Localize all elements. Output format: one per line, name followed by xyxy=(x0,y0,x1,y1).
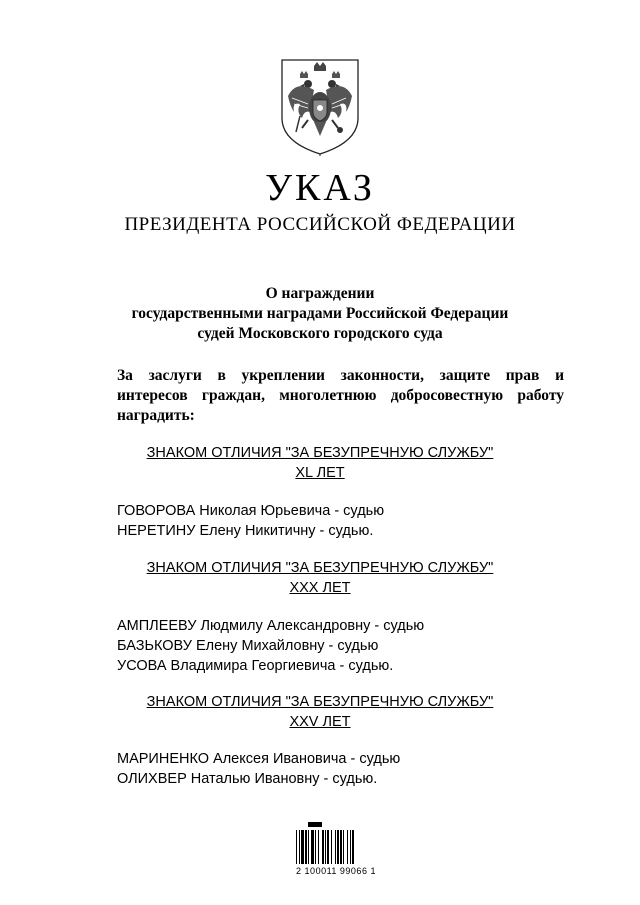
title-line: О награждении xyxy=(265,285,375,302)
recipient-list xyxy=(117,616,577,676)
award-heading xyxy=(0,692,640,732)
award-name: ЗНАКОМ ОТЛИЧИЯ "ЗА БЕЗУПРЕЧНУЮ СЛУЖБУ" xyxy=(146,694,494,710)
issuer-heading: ПРЕЗИДЕНТА РОССИЙСКОЙ ФЕДЕРАЦИИ xyxy=(124,214,516,235)
preamble-line: наградить: xyxy=(117,407,195,424)
recipient: АМПЛЕЕВУ Людмилу Александровну - судью xyxy=(117,618,425,634)
award-name: ЗНАКОМ ОТЛИЧИЯ "ЗА БЕЗУПРЕЧНУЮ СЛУЖБУ" xyxy=(146,445,494,461)
award-years: XL ЛЕТ xyxy=(295,465,345,481)
award-name: ЗНАКОМ ОТЛИЧИЯ "ЗА БЕЗУПРЕЧНУЮ СЛУЖБУ" xyxy=(146,560,494,576)
recipient-list xyxy=(117,501,577,541)
recipient: ОЛИХВЕР Наталью Ивановну - судью. xyxy=(117,771,378,787)
recipient: НЕРЕТИНУ Елену Никитичну - судью. xyxy=(117,523,374,539)
title-line: судей Московского городского суда xyxy=(197,325,443,342)
barcode-number: 2 100011 99066 1 xyxy=(296,866,376,876)
recipient-list xyxy=(117,749,577,789)
preamble-line: интересов граждан, многолетнюю добросовестную работу xyxy=(117,387,564,404)
recipient: ГОВОРОВА Николая Юрьевича - судью xyxy=(117,503,385,519)
recipient: УСОВА Владимира Георгиевича - судью. xyxy=(117,658,394,674)
preamble-line: За заслуги в укреплении законности, защите прав и xyxy=(117,367,564,384)
document-type-heading: УКАЗ xyxy=(265,167,375,209)
award-years: XXX ЛЕТ xyxy=(289,580,351,596)
recipient: МАРИНЕНКО Алексея Ивановича - судью xyxy=(117,751,401,767)
award-heading xyxy=(0,443,640,483)
recipient: БАЗЬКОВУ Елену Михайловну - судью xyxy=(117,638,379,654)
preamble xyxy=(117,366,564,426)
award-heading xyxy=(0,558,640,598)
award-years: XXV ЛЕТ xyxy=(289,714,351,730)
document-title xyxy=(0,284,640,344)
barcode-icon xyxy=(294,822,384,870)
title-line: государственными наградами Российской Федерации xyxy=(131,305,509,322)
coat-of-arms-icon xyxy=(278,56,362,156)
